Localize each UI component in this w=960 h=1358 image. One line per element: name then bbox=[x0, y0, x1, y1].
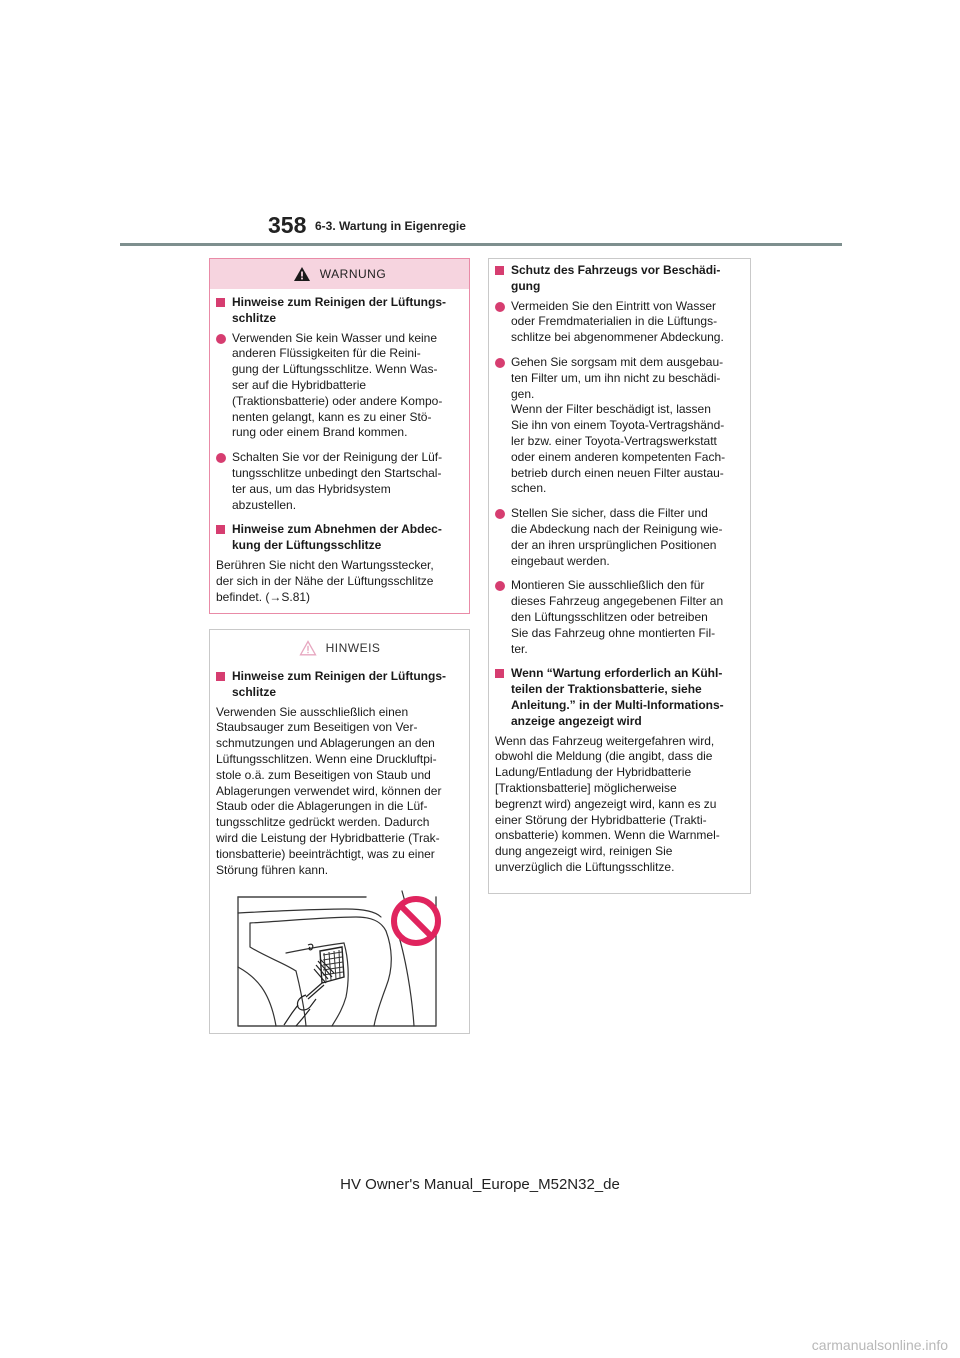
protection-bullet-filter-handling bbox=[495, 355, 744, 497]
warning-paragraph: Berühren Sie nicht den Wartungsstecker, der sich in der Nähe der Lüftungsschlitze befindet. (→S.81) bbox=[216, 557, 434, 604]
protection-heading bbox=[495, 263, 744, 295]
caution-triangle-icon bbox=[299, 640, 317, 656]
warning-heading-cleaning bbox=[216, 295, 463, 327]
air-vent-grille bbox=[320, 947, 344, 983]
message-heading bbox=[495, 666, 744, 729]
bullet-text: Verwenden Sie kein Wasser und keine anderen Flüssigkeiten für die Reini- gung der Lüftungsschlitze. Wenn Was- ser auf die Hybridbatterie (Traktionsbatterie) oder andere Kompo- nenten gelangt, kann es zu einer Stö- rung oder einem Brand kommen. bbox=[232, 330, 443, 440]
warning-box-title: WARNUNG bbox=[319, 267, 387, 281]
watermark: carmanualsonline.info bbox=[811, 1337, 948, 1353]
square-bullet-icon bbox=[216, 295, 232, 307]
notice-box-title: HINWEIS bbox=[325, 641, 381, 655]
notice-paragraph: Verwenden Sie ausschließlich einen Staubsauger zum Beseitigen von Ver- schmutzungen und Ablagerungen an den Lüftungsschlitzen. Wenn eine Druckluftpi- stole o.ä. zum Beseitigen von Staub und Ablagerungen verwendet wird, können der Staub oder die Ablagerungen in die Lüf- tungsschlitze gedrückt werden. Dadurch wird die Leistung der Hybridbatterie (Trak- tionsbatterie) beeinträchtigt, was zu einer Störung führen kann. bbox=[216, 704, 442, 877]
warning-triangle-icon bbox=[293, 266, 311, 282]
heading-text: Hinweise zum Abnehmen der Abdec- kung der Lüftungsschlitze bbox=[232, 522, 442, 553]
square-bullet-icon bbox=[216, 669, 232, 681]
bullet-text: Schalten Sie vor der Reinigung der Lüf- tungsschlitze unbedingt den Startschal- ter aus, um das Hybridsystem abzustellen. bbox=[232, 450, 443, 512]
round-bullet-icon bbox=[495, 578, 511, 591]
heading-text: Wenn “Wartung erforderlich an Kühl- teilen der Traktionsbatterie, siehe Anleitung.” in der Multi-Informations- anzeige angezeigt wird bbox=[511, 666, 724, 728]
page-number: 358 bbox=[268, 212, 307, 238]
message-paragraph: Wenn das Fahrzeug weitergefahren wird, obwohl die Meldung (die angibt, dass die Ladung/Entladung der Hybridbatterie [Traktionsbatterie] möglicherweise begrenzt wird) angezeigt wird, kann es zu einer Störung der Hybridbatterie (Trakti- onsbatterie) kommen. Wenn die Warnmel- dung angezeigt wird, reinigen Sie unverzüglich die Lüftungsschlitze. bbox=[495, 733, 720, 874]
square-bullet-icon bbox=[495, 263, 511, 275]
protection-bullet-water bbox=[495, 299, 744, 346]
header-rule bbox=[120, 243, 842, 246]
round-bullet-icon bbox=[495, 355, 511, 368]
warning-box-header bbox=[210, 259, 469, 289]
section-title: 6-3. Wartung in Eigenregie bbox=[315, 219, 466, 233]
air-vent-cleaning-illustration bbox=[236, 887, 441, 1028]
warning-heading-cover bbox=[216, 522, 463, 554]
warning-bullet-no-water bbox=[216, 331, 463, 442]
prohibition-icon bbox=[394, 899, 438, 943]
warning-box bbox=[209, 258, 470, 614]
round-bullet-icon bbox=[495, 299, 511, 312]
protection-bullet-filter-type bbox=[495, 578, 744, 657]
round-bullet-icon bbox=[216, 331, 232, 344]
square-bullet-icon bbox=[495, 666, 511, 678]
bullet-text: Vermeiden Sie den Eintritt von Wasser oder Fremdmaterialien in die Lüftungs- schlitze bei abgenommener Abdeckung. bbox=[511, 298, 724, 345]
round-bullet-icon bbox=[216, 450, 232, 463]
footer-manual-id: HV Owner's Manual_Europe_M52N32_de bbox=[340, 1176, 620, 1193]
heading-text: Hinweise zum Reinigen der Lüftungs- schlitze bbox=[232, 669, 447, 699]
round-bullet-icon bbox=[495, 506, 511, 519]
bullet-text: Montieren Sie ausschließlich den für dieses Fahrzeug angegebenen Filter an den Lüftungsschlitzen oder betreiben Sie das Fahrzeug ohne montierten Fil- ter. bbox=[511, 578, 724, 656]
heading-text: Schutz des Fahrzeugs vor Beschädi- gung bbox=[511, 263, 721, 293]
bullet-text: Gehen Sie sorgsam mit dem ausgebau- ten Filter um, um ihn nicht zu beschädi- gen. Wenn der Filter beschädigt ist, lassen Sie ihn von einem Toyota-Vertragshänd- ler bzw. einer Toyota-Vertragswerkstatt oder einem anderen kompetenten Fach- betrieb durch einen neuen Filter austau- schen. bbox=[511, 354, 726, 496]
vehicle-protection-box bbox=[488, 258, 751, 894]
protection-bullet-reinstall bbox=[495, 506, 744, 569]
square-bullet-icon bbox=[216, 522, 232, 534]
notice-box-header bbox=[210, 633, 469, 663]
heading-text: Hinweise zum Reinigen der Lüftungs- schlitze bbox=[232, 295, 447, 325]
warning-bullet-switch-off bbox=[216, 450, 463, 513]
notice-heading-cleaning bbox=[216, 669, 463, 701]
bullet-text: Stellen Sie sicher, dass die Filter und die Abdeckung nach der Reinigung wie- der an ihren ursprünglichen Positionen eingebaut werden. bbox=[511, 506, 723, 568]
